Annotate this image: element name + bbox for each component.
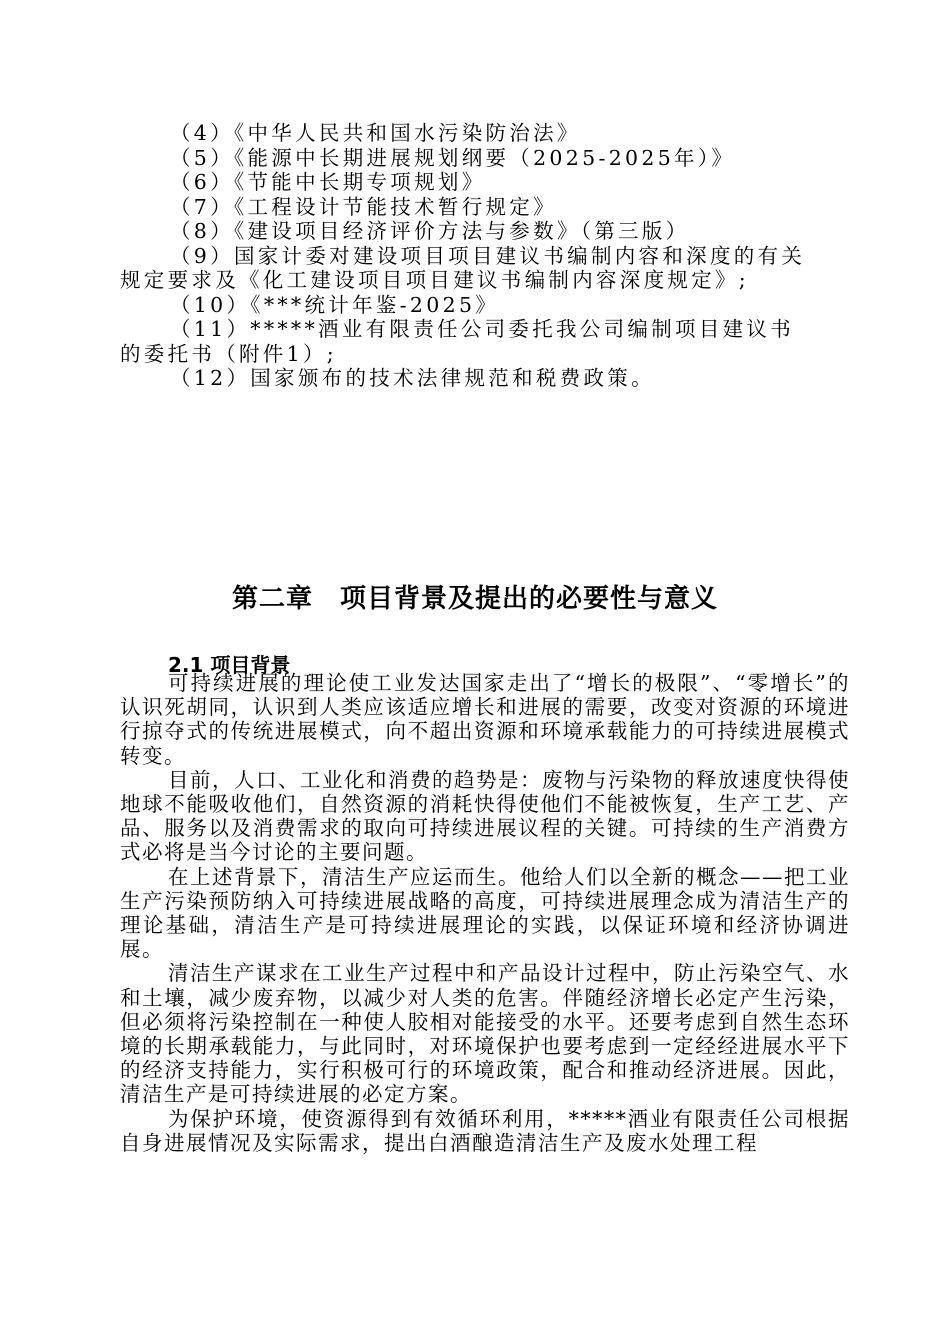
reference-item: （10）《***统计年鉴-2025》	[170, 292, 500, 317]
reference-item: （11）*****酒业有限责任公司委托我公司编制项目建议书	[170, 317, 795, 341]
paragraph: 为保护环境，使资源得到有效循环利用，*****酒业有限责任公司根据自身进展情况及实际需求，提出白酒酿造清洁生产及废水处理工程	[120, 1106, 850, 1155]
paragraph: 清洁生产谋求在工业生产过程中和产品设计过程中，防止污染空气、水和土壤，减少废弃物，以减少对人类的危害。伴随经济增长必定产生污染，但必须将污染控制在一种使人胶相对能接受的水平。还要考虑到自然生态环境的长期承载能力，与此同时，对环境保护也要考虑到一定经经进展水平下的经济支持能力，实行积极可行的环境政策，配合和推动经济进展。因此，清洁生产是可持续进展的必定方案。	[120, 961, 850, 1107]
reference-list	[120, 121, 850, 391]
chapter-title: 第二章 项目背景及提出的必要性与意义	[231, 584, 718, 614]
reference-item: （6）《节能中长期专项规划》	[170, 170, 486, 194]
body-text	[120, 671, 850, 1155]
paragraph: 在上述背景下，清洁生产应运而生。他给人们以全新的概念——把工业生产污染预防纳入可持续进展战略的高度，可持续进展理念成为清洁生产的理论基础，清洁生产是可持续进展理论的实践，以保证环境和经济协调进展。	[120, 864, 850, 962]
reference-item: （7）《工程设计节能技术暂行规定》	[170, 194, 557, 219]
section-heading: 2.1 项目背景	[168, 653, 291, 677]
paragraph: 目前，人口、工业化和消费的趋势是：废物与污染物的释放速度快得使地球不能吸收他们，自然资源的消耗快得使他们不能被恢复，生产工艺、产品、服务以及消费需求的取向可持续进展议程的关键。可持续的生产消费方式必将是当今讨论的主要问题。	[120, 767, 850, 865]
reference-item-continuation: 规定要求及《化工建设项目项目建议书编制内容深度规定》;	[120, 268, 750, 292]
reference-item: （9）国家计委对建设项目项目建议书编制内容和深度的有关	[170, 243, 806, 268]
reference-item: （4）《中华人民共和国水污染防治法》	[170, 121, 581, 145]
reference-item: （5）《能源中长期进展规划纲要（2025-2025年）》	[170, 145, 736, 170]
reference-item: （8）《建设项目经济评价方法与参数》（第三版）	[170, 219, 690, 243]
reference-item-continuation: 的委托书（附件1）;	[120, 341, 337, 366]
paragraph: 可持续进展的理论使工业发达国家走出了“增长的极限”、“零增长”的认识死胡同，认识到人类应该适应增长和进展的需要，改变对资源的环境进行掠夺式的传统进展模式，向不超出资源和环境承载能力的可持续进展模式转变。	[120, 671, 850, 768]
reference-item: （12）国家颁布的技术法律规范和税费政策。	[170, 366, 655, 390]
